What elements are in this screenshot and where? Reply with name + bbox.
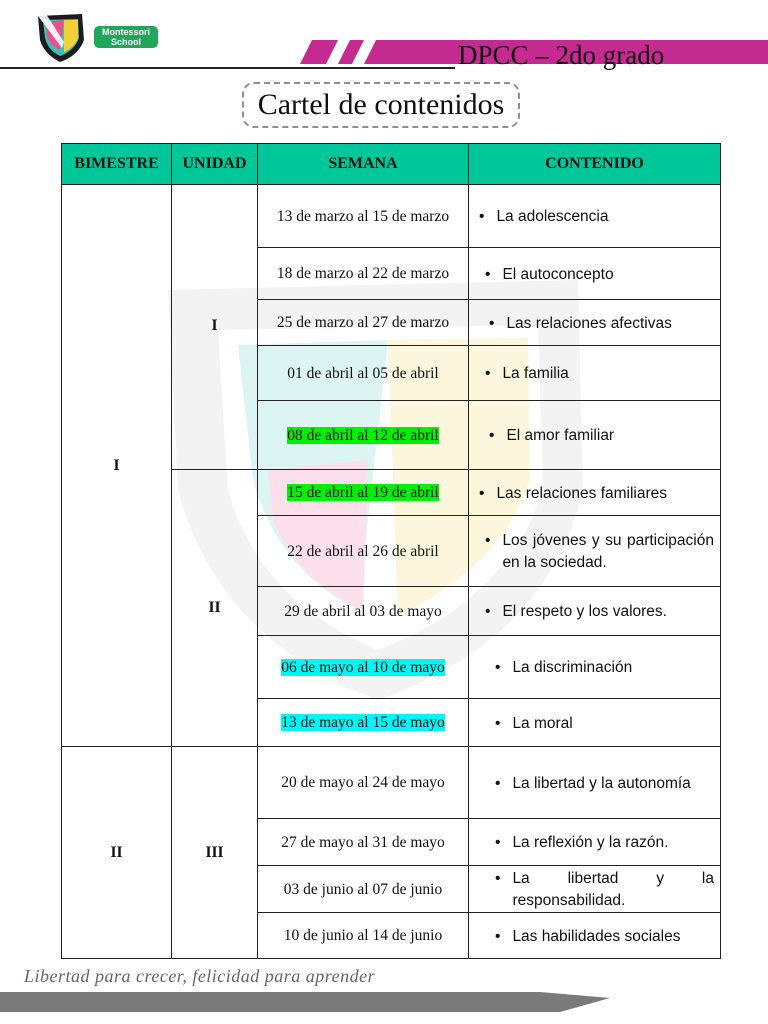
semana-cell — [258, 185, 469, 248]
contenido-cell — [469, 470, 721, 516]
contenido-cell — [469, 185, 721, 248]
bullet-icon: • — [485, 532, 491, 549]
semana-text: 27 de mayo al 31 de mayo — [281, 833, 445, 851]
semana-text: 01 de abril al 05 de abril — [287, 364, 439, 382]
bullet-icon: • — [485, 265, 491, 283]
semana-cell — [258, 819, 469, 866]
school-logo — [34, 10, 88, 64]
header-rule — [0, 67, 455, 69]
contenido-cell — [469, 636, 721, 699]
bimestre-cell: II — [62, 747, 172, 959]
semana-cell — [258, 300, 469, 346]
semana-text: 15 de abril al 19 de abril — [287, 484, 439, 501]
contenido-cell — [469, 248, 721, 300]
page-title: Cartel de contenidos — [257, 88, 505, 121]
semana-text: 13 de marzo al 15 de marzo — [276, 207, 450, 225]
semana-text: 10 de junio al 14 de junio — [283, 927, 443, 944]
contenido-cell — [469, 866, 721, 913]
semana-text: 08 de abril al 12 de abril — [287, 426, 439, 444]
contenido-text: El respeto y los valores. — [502, 603, 667, 620]
semana-text: 29 de abril al 03 de mayo — [284, 602, 442, 620]
semana-text: 18 de marzo al 22 de marzo — [276, 265, 450, 282]
bullet-icon: • — [495, 774, 501, 792]
semana-cell — [258, 346, 469, 401]
unidad-cell: II — [172, 470, 258, 747]
unidad-cell: I — [172, 185, 258, 470]
contenido-text: El amor familiar — [506, 427, 615, 444]
brand-line-1: Montessori — [101, 27, 150, 37]
contenido-text: El autoconcepto — [502, 265, 614, 283]
contenido-text: La discriminación — [512, 659, 633, 676]
bullet-icon: • — [485, 603, 491, 620]
contenido-cell — [469, 819, 721, 866]
column-header-unidad: UNIDAD — [172, 144, 258, 185]
contenido-text: Las habilidades sociales — [512, 927, 681, 945]
bullet-icon: • — [495, 714, 501, 732]
bullet-icon: • — [479, 208, 485, 225]
semana-cell — [258, 747, 469, 819]
contenido-text: Los jóvenes y su participación en la sociedad. — [502, 532, 714, 571]
contenido-cell — [469, 401, 721, 470]
column-header-contenido: CONTENIDO — [469, 144, 721, 185]
contenido-cell — [469, 346, 721, 401]
semana-text: 03 de junio al 07 de junio — [283, 880, 443, 898]
footer-tagline: Libertad para crecer, felicidad para aprender — [24, 966, 376, 986]
contenido-cell — [469, 516, 721, 587]
semana-cell — [258, 913, 469, 959]
semana-cell — [258, 587, 469, 636]
contenido-text: La familia — [502, 365, 569, 382]
semana-cell — [258, 699, 469, 747]
bimestre-cell: I — [62, 185, 172, 747]
table-header-row — [62, 144, 721, 185]
contenido-text: La moral — [512, 714, 573, 732]
bullet-icon: • — [489, 314, 495, 332]
semana-cell — [258, 516, 469, 587]
contenido-cell — [469, 747, 721, 819]
bullet-icon: • — [495, 659, 501, 676]
contenido-cell — [469, 913, 721, 959]
semana-text: 13 de mayo al 15 de mayo — [281, 714, 445, 731]
unidad-cell: III — [172, 747, 258, 959]
semana-cell — [258, 401, 469, 470]
document-title: DPCC – 2do grado — [458, 40, 665, 70]
table-row — [62, 747, 721, 819]
semana-cell — [258, 470, 469, 516]
brand-line-2: School — [110, 37, 141, 47]
bullet-icon: • — [479, 484, 485, 502]
semana-text: 20 de mayo al 24 de mayo — [281, 774, 445, 791]
column-header-semana: SEMANA — [258, 144, 469, 185]
title-box — [242, 82, 520, 128]
contenido-cell — [469, 300, 721, 346]
contenido-text: Las relaciones familiares — [496, 484, 668, 502]
column-header-bimestre: BIMESTRE — [62, 144, 172, 185]
semana-cell — [258, 866, 469, 913]
bullet-icon: • — [495, 870, 501, 887]
semana-text: 06 de mayo al 10 de mayo — [281, 658, 445, 676]
contenido-text: La reflexión y la razón. — [512, 834, 669, 851]
contenido-cell — [469, 587, 721, 636]
bullet-icon: • — [495, 834, 501, 851]
semana-text: 22 de abril al 26 de abril — [287, 542, 439, 560]
contenido-text: Las relaciones afectivas — [506, 314, 672, 332]
contenido-text: La libertad y la responsabilidad. — [512, 870, 714, 909]
bullet-icon: • — [485, 365, 491, 382]
semana-text: 25 de marzo al 27 de marzo — [276, 314, 450, 331]
table-row — [62, 185, 721, 248]
contenido-text: La adolescencia — [496, 208, 609, 225]
footer-bar — [0, 992, 610, 1012]
contenido-text: La libertad y la autonomía — [512, 774, 691, 792]
bullet-icon: • — [489, 427, 495, 444]
semana-cell — [258, 248, 469, 300]
semana-cell — [258, 636, 469, 699]
bullet-icon: • — [495, 927, 501, 945]
school-brand-badge — [94, 26, 158, 48]
contenido-cell — [469, 699, 721, 747]
contents-table — [61, 143, 721, 959]
